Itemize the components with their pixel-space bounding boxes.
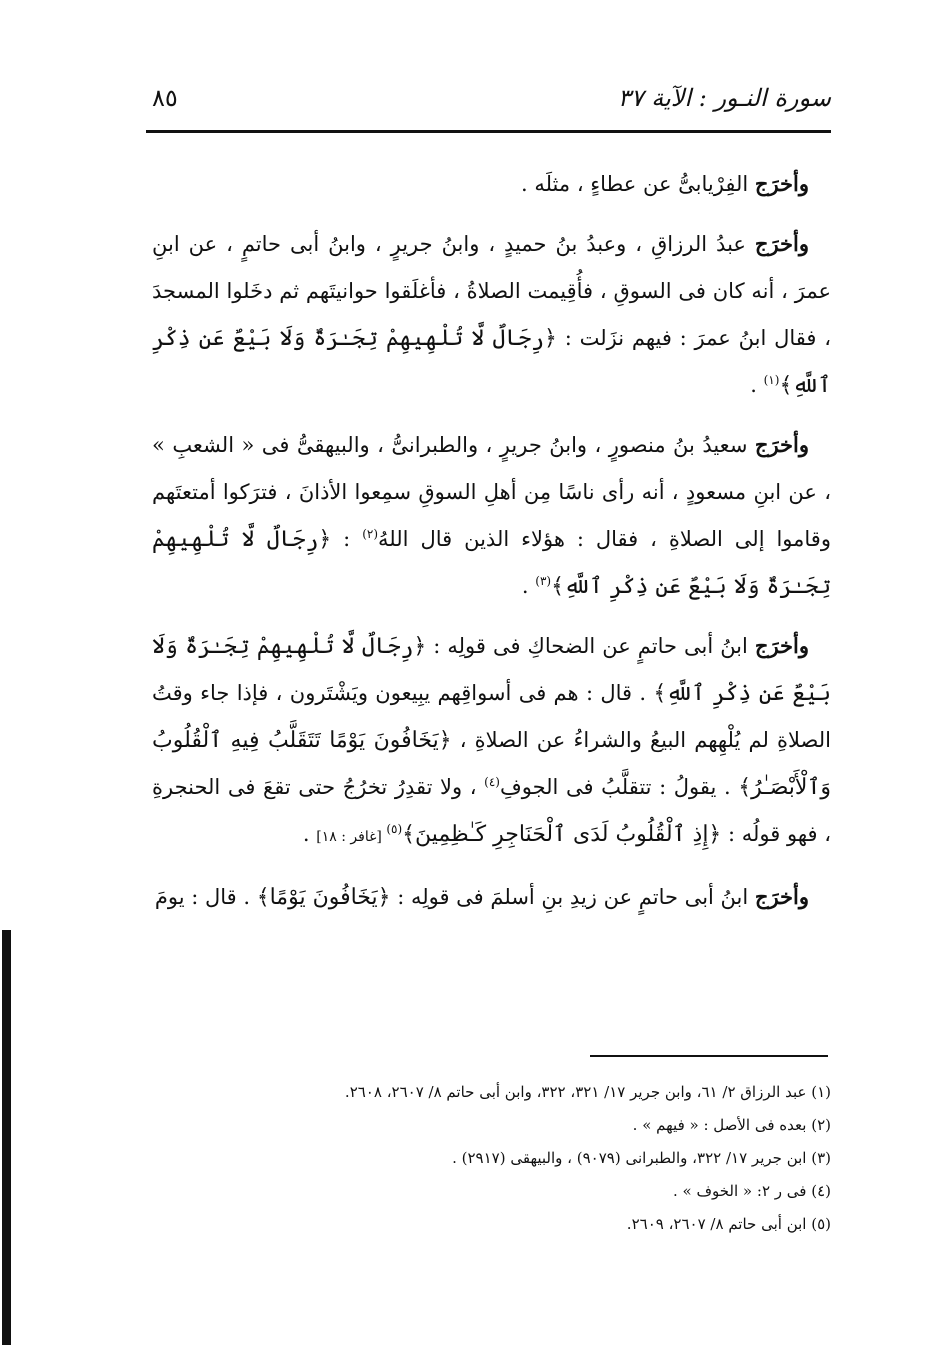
paragraph-2	[152, 220, 831, 409]
paragraph-text: . يقولُ : تتقلَّبُ فى الجوفِ	[499, 775, 739, 799]
footnote-5: (٥) ابن أبى حاتم ٨/ ٢٦٠٧، ٢٦٠٩.	[626, 1215, 831, 1233]
header-divider	[146, 130, 831, 133]
paragraph-text: . قال : يومَ	[154, 885, 257, 909]
paragraph-4	[152, 622, 831, 861]
paragraph-lead: وأخرَج	[754, 633, 809, 658]
paragraph-text: سعيدُ بنُ منصورٍ ، وابنُ جريرٍ ، والطبرانىُّ ، والبيهقىُّ فى « الشعبِ » ، عن ابنِ مسعودٍ ، أنه رأى ناسًا مِن أهلِ السوقِ سمِعوا الأذانَ ، فترَكوا أمتعتَهم وقاموا إلى الصلاةِ ، فقال : هؤلاء الذين قال اللهُ	[152, 433, 831, 551]
quran-verse: ﴿رِجَالٌ لَّا تُلْهِيهِمْ تِجَـٰرَةٌ وَلَا بَيْعٌ عَن ذِكْرِ ٱللَّهِ﴾	[152, 326, 831, 398]
footnote-3: (٣) ابن جرير ١٧/ ٣٢٢، والطبرانى (٩٠٧٩) ، والبيهقى (٢٩١٧) .	[452, 1149, 831, 1167]
quran-verse: ﴿يَخَافُونَ يَوْمًا﴾	[256, 885, 391, 910]
paragraph-1	[152, 160, 831, 208]
paragraph-5	[152, 873, 831, 921]
paragraph-text: ابنُ أبى حاتمٍ عن الضحاكِ فى قولِه :	[426, 634, 755, 658]
footnote-ref: (١)	[763, 373, 780, 387]
quran-verse: ﴿يَخَافُونَ يَوْمًا تَتَقَلَّبُ فِيهِ ٱلْقُلُوبُ وَٱلْأَبْصَـٰرُ﴾	[152, 728, 831, 800]
paragraph-text: .	[302, 822, 317, 846]
paragraph-text: عبدُ الرزاقِ ، وعبدُ بنُ حميدٍ ، وابنُ جريرٍ ، وابنُ أبى حاتمٍ ، عن ابنِ عمرَ ، أنه كان فى السوقِ ، فأُقِيمت الصلاةُ ، فأغلَقوا حوانيتَهم ثم دخَلوا المسجدَ ، فقال ابنُ عمرَ : فيهم نزَلت :	[152, 232, 831, 350]
footnote-1: (١) عبد الرزاق ٢/ ٦١، وابن جرير ١٧/ ٣٢١، ٣٢٢، وابن أبى حاتم ٨/ ٢٦٠٧، ٢٦٠٨.	[344, 1083, 831, 1101]
paragraph-text: ابنُ أبى حاتمٍ عن زيدِ بنِ أسلمَ فى قولِه :	[390, 885, 755, 909]
paragraph-text: .	[521, 574, 536, 598]
footnotes	[152, 1076, 831, 1241]
footnote-2: (٢) بعده فى الأصل : « فيهم » .	[632, 1116, 831, 1134]
paragraph-text: ، ولا تقدِرُ تخرُجُ حتى تقعَ فى الحنجرةِ ، فهو قولُه :	[152, 775, 831, 846]
page-header	[152, 84, 831, 124]
footnote-ref: (٥)	[386, 822, 403, 836]
quran-verse: ﴿رِجَالٌ لَّا تُلْهِيهِمْ تِجَـٰرَةٌ وَلَا بَيْعٌ عَن ذِكْرِ ٱللَّهِ﴾	[152, 634, 832, 706]
footnote-ref: (٤)	[484, 775, 500, 789]
footnote-4: (٤) فى ر ٢: « الخوف » .	[672, 1182, 831, 1200]
paragraph-text: الفِرْيابىُّ عن عطاءٍ ، مثلَه .	[521, 172, 755, 196]
paragraph-text: . قال : هم فى أسواقِهم يبِيعون ويَشْتَرون ، فإذا جاء وقتُ الصلاةِ لم يُلْهِهم البيعُ والشراءُ عن الصلاةِ ،	[152, 681, 831, 752]
paragraph-lead: وأخرَج	[754, 432, 809, 457]
paragraph-lead: وأخرَج	[754, 171, 809, 196]
paragraph-lead: وأخرَج	[754, 884, 809, 909]
footnote-ref: (٣)	[535, 574, 552, 588]
paragraph-3	[152, 421, 831, 610]
footnote-ref: (٢)	[362, 527, 379, 541]
paragraph-text: .	[750, 373, 764, 397]
main-text	[152, 160, 831, 933]
quran-verse: ﴿إِذِ ٱلْقُلُوبُ لَدَى ٱلْحَنَاجِرِ كَـٰظِمِينَ﴾	[402, 822, 722, 847]
scan-edge-mark	[2, 930, 11, 1345]
footnote-divider	[590, 1055, 828, 1057]
paragraph-lead: وأخرَج	[754, 231, 809, 256]
surah-reference: [غافر : ١٨]	[316, 829, 387, 845]
quran-verse: ﴿رِجَالٌ لَّا تُلْهِيهِمْ تِجَـٰرَةٌ وَلَا بَيْعٌ عَن ذِكْرِ ٱللَّهِ﴾	[152, 527, 831, 599]
running-title: سورة النـور : الآية ٣٧	[617, 84, 831, 112]
page-number: ٨٥	[152, 84, 178, 112]
paragraph-text: :	[331, 527, 363, 551]
